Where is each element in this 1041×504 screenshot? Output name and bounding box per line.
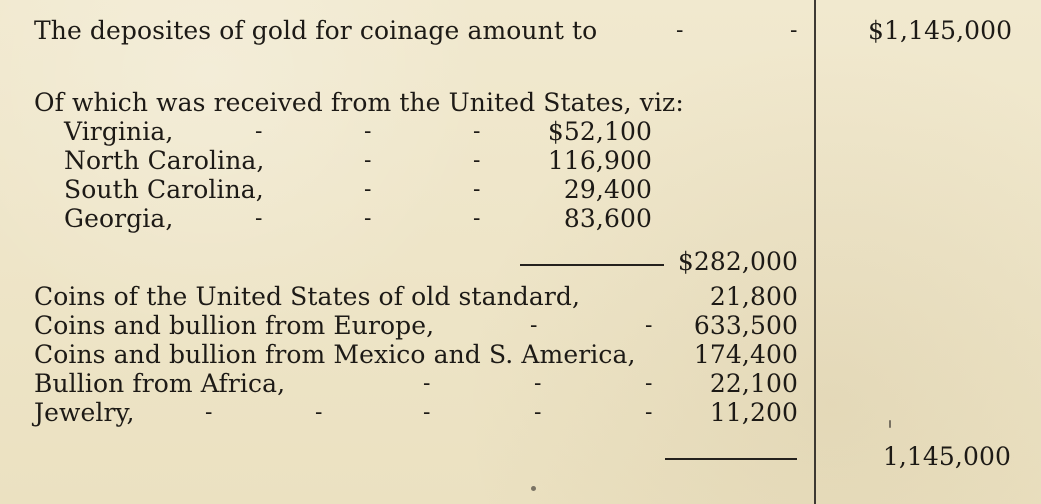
jewelry-dash-3: -	[423, 400, 431, 425]
source-jewelry-amount: 11,200	[709, 398, 798, 427]
source-africa-label: Bullion from Africa,	[34, 369, 286, 398]
north-carolina-dash-2: -	[473, 148, 481, 173]
georgia-dash-2: -	[364, 206, 372, 231]
state-virginia-label: Virginia,	[64, 117, 174, 146]
heading-dash-2: -	[790, 18, 798, 43]
jewelry-dash-1: -	[205, 400, 213, 425]
state-south-carolina-label: South Carolina,	[64, 175, 264, 204]
virginia-dash-3: -	[473, 119, 481, 144]
paper-speck	[531, 486, 536, 491]
georgia-dash-3: -	[473, 206, 481, 231]
states-subtotal-rule	[520, 264, 664, 266]
deposits-heading: The deposites of gold for coinage amount to	[34, 16, 598, 45]
source-mexico-label: Coins and bullion from Mexico and S. America,	[34, 340, 636, 369]
state-north-carolina-label: North Carolina,	[64, 146, 265, 175]
jewelry-dash-5: -	[645, 400, 653, 425]
column-divider	[814, 0, 816, 504]
source-jewelry-label: Jewelry,	[34, 398, 135, 427]
source-africa-amount: 22,100	[709, 369, 798, 398]
virginia-dash-2: -	[364, 119, 372, 144]
state-south-carolina-amount: 29,400	[563, 175, 652, 204]
state-north-carolina-amount: 116,900	[547, 146, 652, 175]
grand-total: 1,145,000	[882, 442, 1011, 471]
heading-dash-1: -	[676, 18, 684, 43]
georgia-dash-1: -	[255, 206, 263, 231]
state-virginia-amount: $52,100	[547, 117, 652, 146]
africa-dash-1: -	[423, 371, 431, 396]
north-carolina-dash-1: -	[364, 148, 372, 173]
south-carolina-dash-2: -	[473, 177, 481, 202]
africa-dash-3: -	[645, 371, 653, 396]
jewelry-dash-2: -	[315, 400, 323, 425]
grand-total-rule	[665, 458, 797, 460]
state-georgia-label: Georgia,	[64, 204, 174, 233]
states-total: $282,000	[677, 247, 798, 276]
received-heading: Of which was received from the United States, viz:	[34, 88, 684, 117]
europe-dash-1: -	[530, 313, 538, 338]
state-georgia-amount: 83,600	[563, 204, 652, 233]
jewelry-dash-4: -	[534, 400, 542, 425]
heading-total: $1,145,000	[868, 16, 1013, 45]
source-europe-amount: 633,500	[693, 311, 798, 340]
source-old-standard-label: Coins of the United States of old standard,	[34, 282, 581, 311]
africa-dash-2: -	[534, 371, 542, 396]
south-carolina-dash-1: -	[364, 177, 372, 202]
source-mexico-amount: 174,400	[693, 340, 798, 369]
paper-mark	[889, 420, 891, 428]
source-old-standard-amount: 21,800	[709, 282, 798, 311]
europe-dash-2: -	[645, 313, 653, 338]
virginia-dash-1: -	[255, 119, 263, 144]
source-europe-label: Coins and bullion from Europe,	[34, 311, 435, 340]
